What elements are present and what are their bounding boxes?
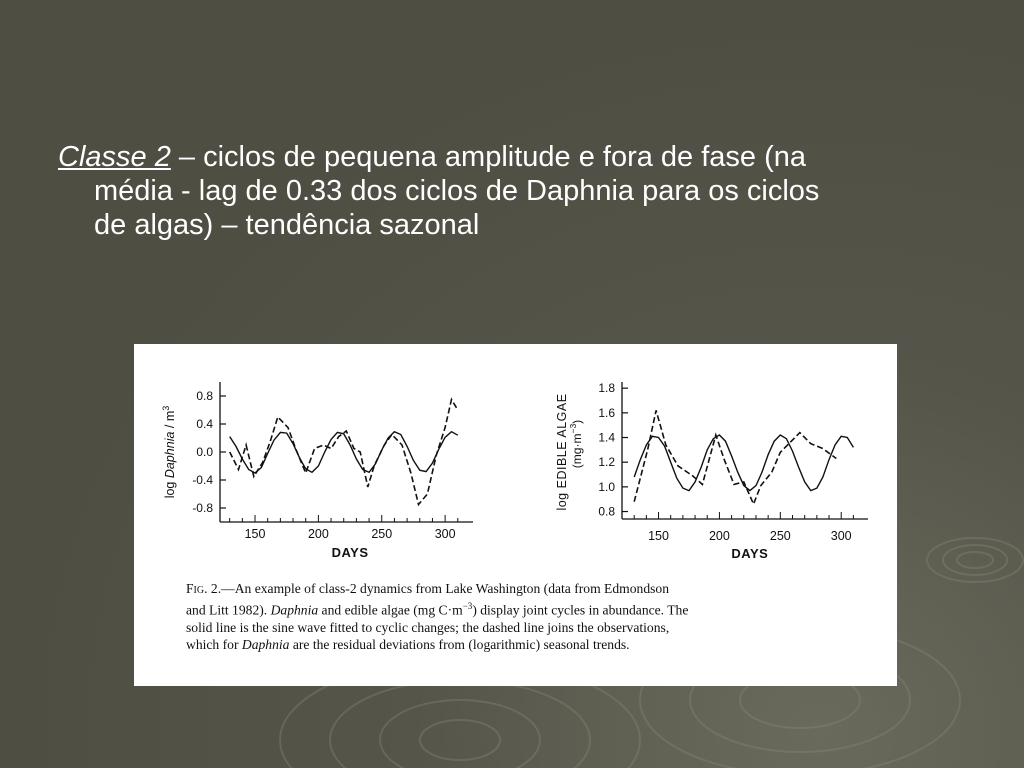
y-tick-label: 0.4	[196, 417, 213, 431]
series-observations	[230, 400, 458, 505]
y-axis-label-sup: 3	[161, 405, 171, 411]
y-axis-label-suffix: / m	[163, 410, 177, 432]
bullet-line-1	[58, 140, 963, 174]
y-axis-label	[161, 406, 177, 499]
class-label: Classe 2	[58, 141, 171, 173]
y-axis-label-line2	[568, 420, 584, 468]
bullet-text	[58, 140, 963, 242]
y-tick-label: 1.2	[598, 455, 615, 470]
caption-sup: −3	[462, 600, 473, 611]
bullet-line-2: média - lag de 0.33 dos ciclos de Daphnia para os ciclos	[94, 175, 820, 207]
caption-text-2a: and Litt 1982).	[186, 602, 271, 618]
y-tick-label: 0.0	[196, 445, 213, 459]
chart-1	[161, 382, 473, 560]
y-tick-label: -0.4	[192, 473, 213, 487]
x-tick-label: 150	[648, 529, 669, 543]
series-fitted-sine	[230, 432, 458, 473]
y-tick-label: 0.8	[598, 504, 615, 519]
caption-text-4c: are the residual deviations from (logarithmic) seasonal trends.	[289, 637, 630, 653]
x-tick-label: 150	[244, 527, 266, 541]
caption-text-1: —An example of class-2 dynamics from Lake Washington (data from Edmondson	[221, 581, 670, 596]
caption-daphnia-2: Daphnia	[241, 637, 290, 653]
caption-text-2d: ) display joint cycles in abundance. The	[472, 602, 689, 618]
y-tick-label: 1.0	[598, 479, 615, 494]
caption-fig-label: Fig. 2.	[186, 581, 222, 596]
y-tick-label: -0.8	[192, 501, 213, 515]
y-axis-label-prefix: log	[163, 478, 177, 499]
series-observations	[634, 410, 836, 504]
x-axis-label: DAYS	[731, 546, 769, 561]
x-tick-label: 250	[769, 529, 791, 543]
y-axis-label-line2-suffix: )	[570, 419, 584, 424]
caption-line-4	[186, 636, 846, 654]
y-tick-label: 1.8	[598, 381, 615, 396]
y-axis-label-line1: log EDIBLE ALGAE	[555, 393, 569, 511]
y-tick-label: 1.6	[598, 405, 615, 420]
caption-line-3: solid line is the sine wave fitted to cyclic changes; the dashed line joins the observations,	[186, 619, 670, 635]
bullet-line-3: de algas) – tendência sazonal	[94, 209, 480, 241]
caption-line-1	[186, 580, 846, 598]
x-axis-label: DAYS	[331, 545, 369, 560]
x-tick-label: 200	[708, 529, 730, 543]
x-tick-label: 300	[434, 527, 456, 541]
x-tick-label: 300	[830, 529, 852, 543]
figure-image	[134, 344, 897, 686]
x-tick-label: 200	[307, 527, 329, 541]
y-axis-label-line2-prefix: (mg·m	[570, 433, 584, 469]
y-tick-label: 1.4	[598, 430, 615, 445]
x-tick-label: 250	[371, 527, 393, 541]
y-axis-label-italic: Daphnia	[163, 431, 177, 479]
caption-daphnia-1: Daphnia	[270, 602, 319, 618]
figure-caption	[186, 580, 846, 654]
y-tick-label: 0.8	[196, 389, 213, 403]
caption-line-2	[186, 598, 846, 619]
caption-text-4a: which for	[186, 637, 242, 653]
bullet-line-1-rest: – ciclos de pequena amplitude e fora de fase (na	[170, 141, 807, 173]
caption-text-2c: and edible algae (mg C·m	[318, 602, 463, 618]
chart-2	[555, 381, 868, 561]
y-axis-label-line2-sup: −3	[568, 423, 578, 434]
figure-charts	[134, 344, 897, 579]
